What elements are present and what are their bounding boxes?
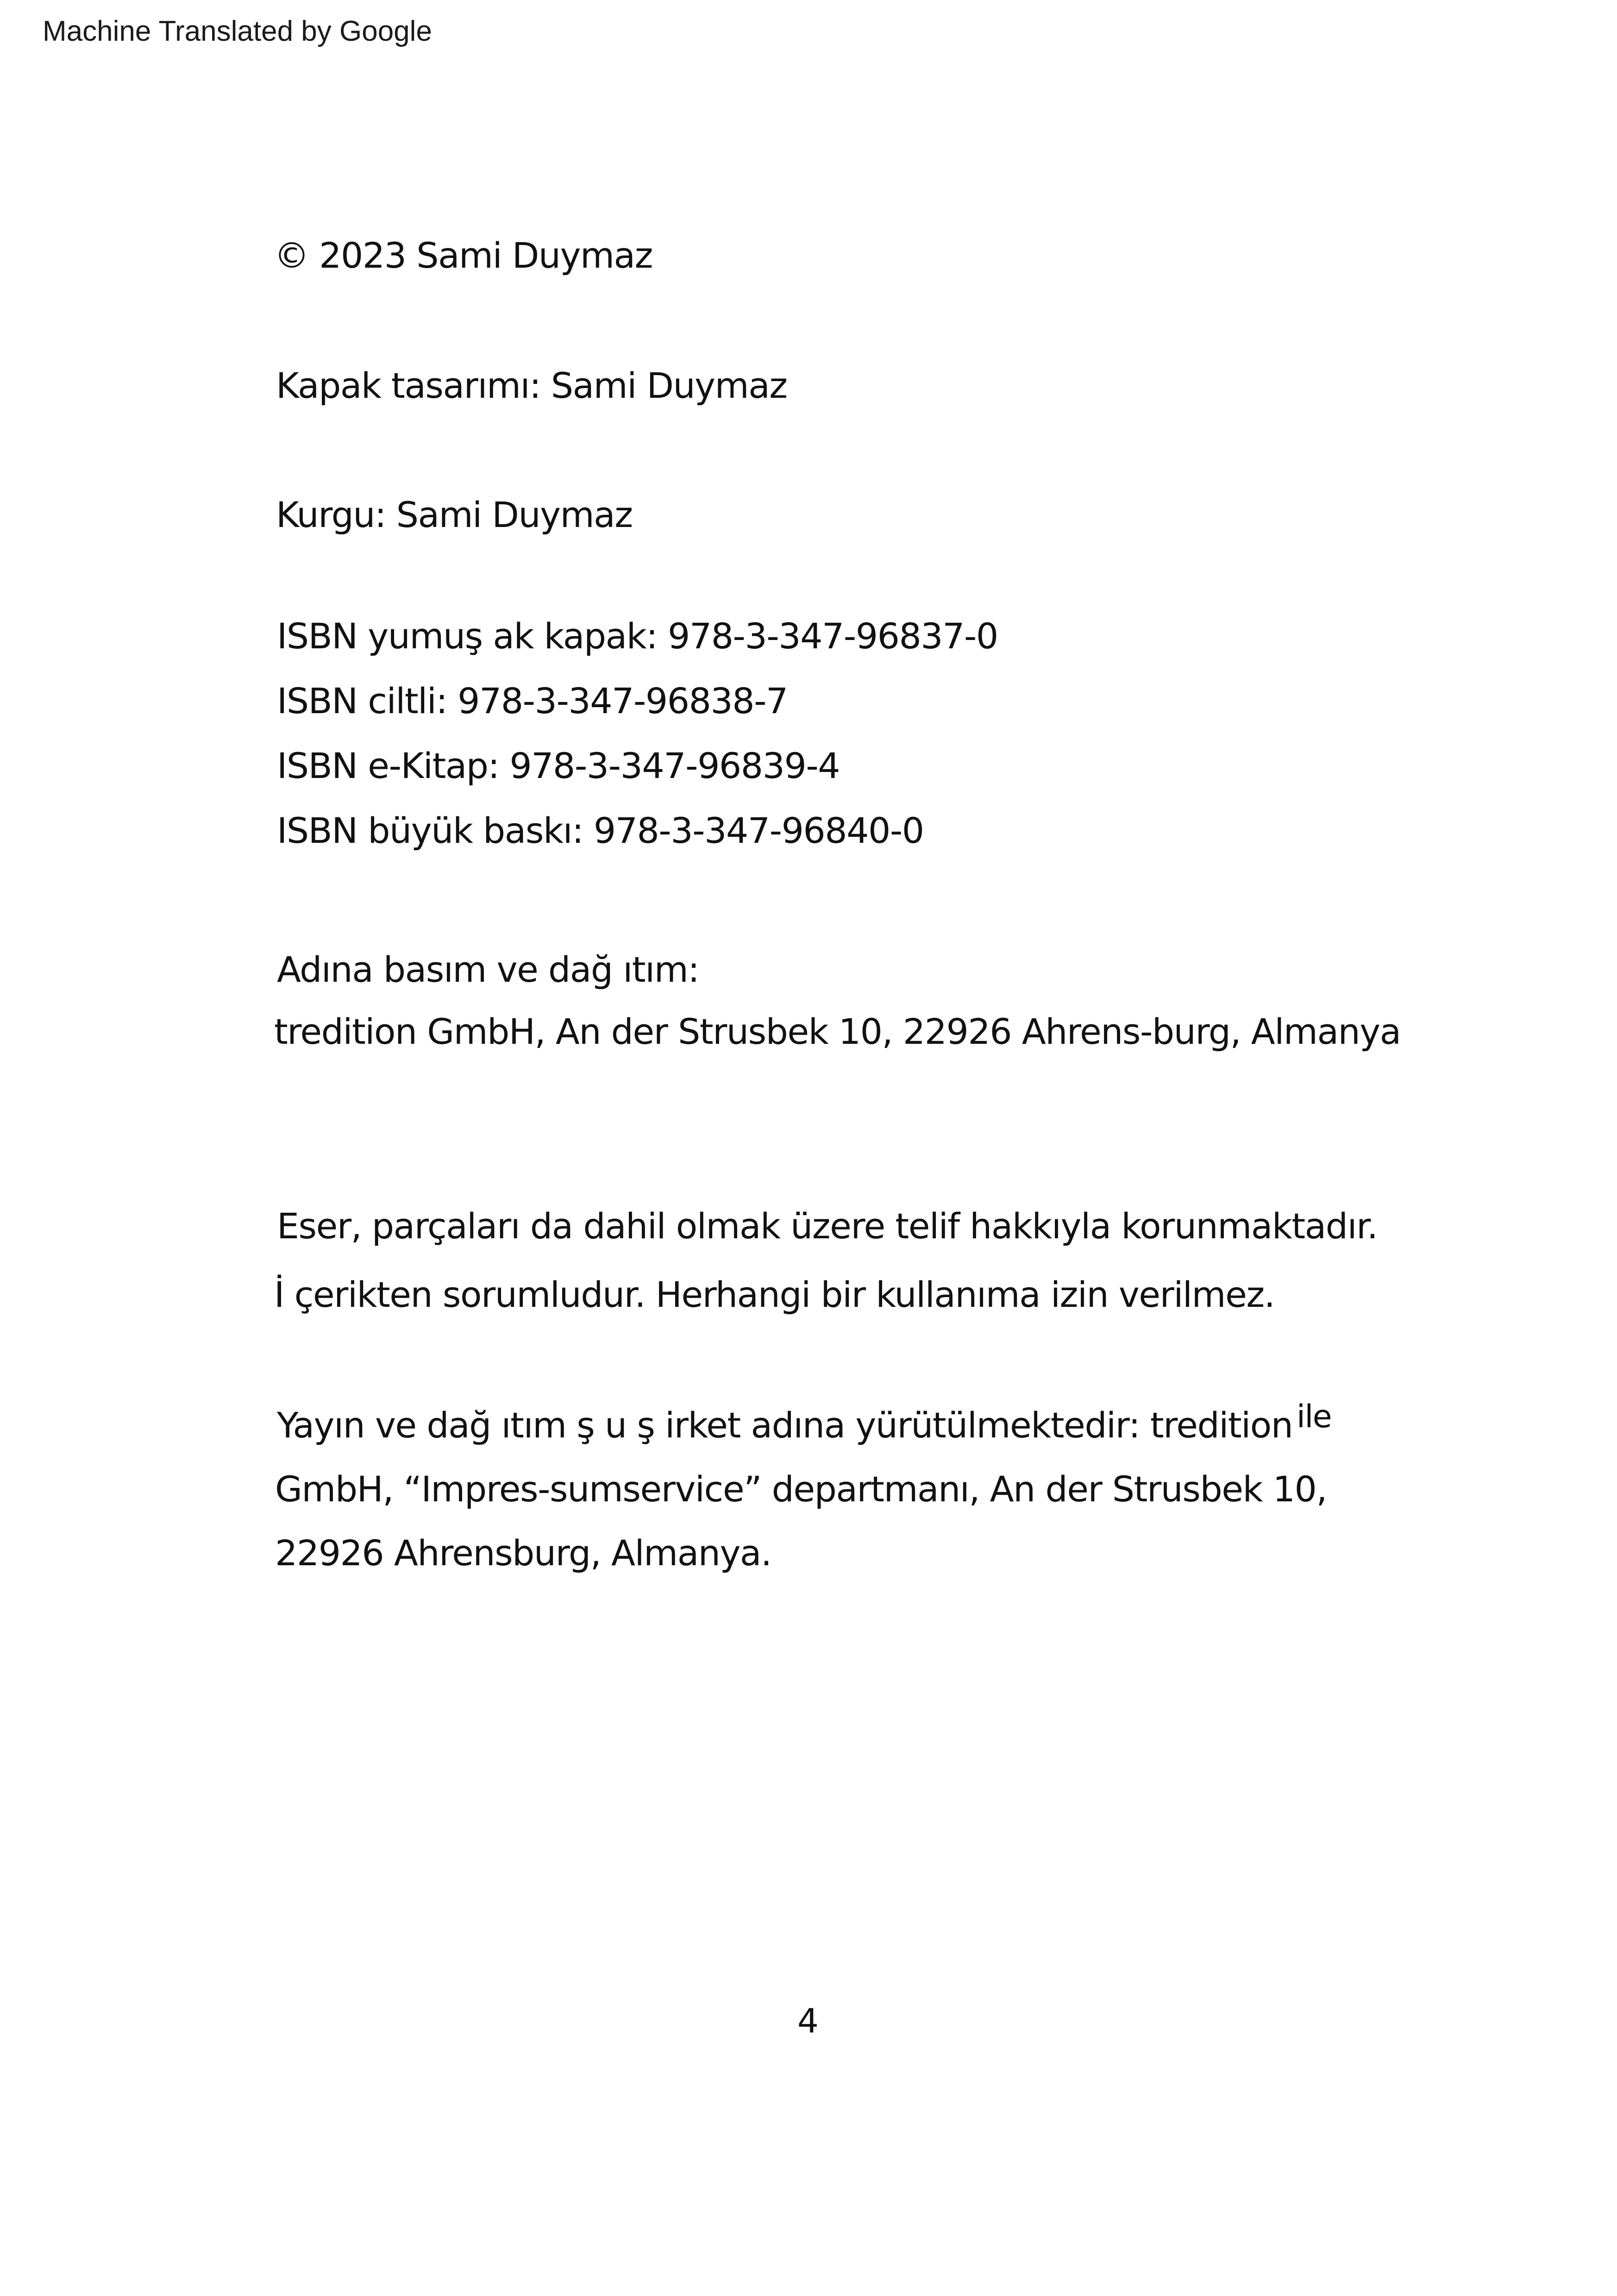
publisher-address: tredition GmbH, An der Strusbek 10, 22926 Ahrens-burg, Almanya [274,1011,1401,1052]
machine-translation-banner: Machine Translated by Google [43,15,432,47]
copyright-line: © 2023 Sami Duymaz [274,235,653,276]
copyright-notice-line-1: Eser, parçaları da dahil olmak üzere telif hakkıyla korunmaktadır. [277,1205,1378,1247]
isbn-large-print: ISBN büyük baskı: 978-3-347-96840-0 [277,810,924,851]
distribution-notice-line-1: Yayın ve dağ ıtım ş u ş irket adına yürütülmektedir: tredition [277,1405,1293,1446]
isbn-ebook: ISBN e-Kitap: 978-3-347-96839-4 [277,745,840,786]
isbn-paperback: ISBN yumuş ak kapak: 978-3-347-96837-0 [277,615,998,657]
distribution-aside-word: ile [1297,1399,1332,1435]
editing-credit: Kurgu: Sami Duymaz [276,494,633,535]
copyright-notice-line-2: İ çerikten sorumludur. Herhangi bir kullanıma izin verilmez. [274,1274,1275,1315]
isbn-hardcover: ISBN ciltli: 978-3-347-96838-7 [277,680,788,721]
cover-design-credit: Kapak tasarımı: Sami Duymaz [276,365,787,406]
distribution-notice-line-2: GmbH, “Impres-sumservice” departmanı, An der Strusbek 10, [275,1468,1327,1510]
publisher-heading: Adına basım ve dağ ıtım: [277,949,699,990]
distribution-notice-line-3: 22926 Ahrensburg, Almanya. [275,1532,771,1574]
page-number: 4 [797,2001,819,2040]
